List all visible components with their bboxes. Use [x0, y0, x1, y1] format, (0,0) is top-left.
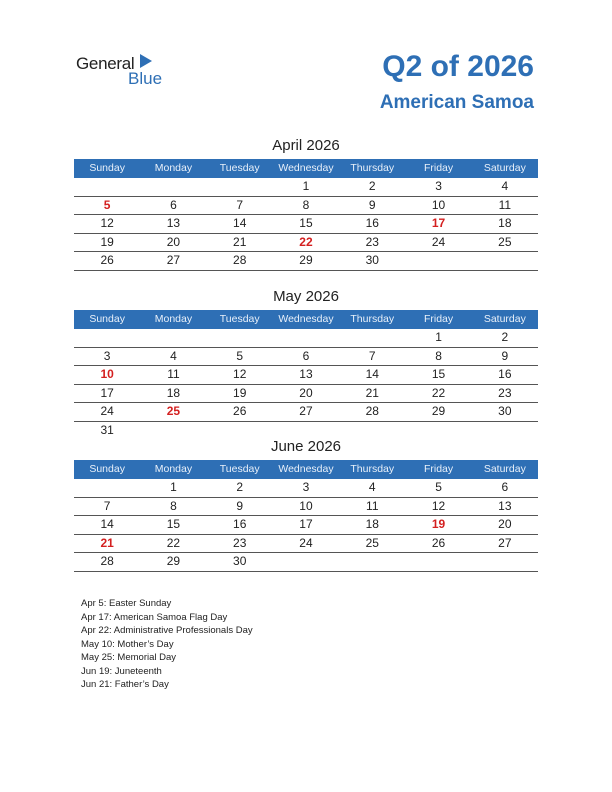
- weekday-header: Monday: [140, 310, 206, 329]
- day-cell: 21: [74, 534, 140, 553]
- day-cell: 1: [273, 178, 339, 196]
- day-cell: 30: [339, 252, 405, 271]
- day-cell: 6: [140, 196, 206, 215]
- day-cell: 22: [405, 384, 471, 403]
- day-cell: 7: [74, 497, 140, 516]
- holiday-note: Apr 5: Easter Sunday: [81, 598, 172, 609]
- day-cell: 18: [140, 384, 206, 403]
- day-cell: 20: [273, 384, 339, 403]
- holiday-note: Apr 22: Administrative Professionals Day: [81, 625, 253, 636]
- day-cell: 10: [273, 497, 339, 516]
- page-title: Q2 of 2026: [382, 50, 534, 83]
- day-cell: 5: [207, 347, 273, 366]
- week-row: [74, 366, 538, 385]
- day-cell: [472, 553, 538, 572]
- calendar-grid: [74, 460, 538, 572]
- day-cell: 24: [405, 233, 471, 252]
- weekday-header: Saturday: [472, 159, 538, 178]
- day-cell: 12: [405, 497, 471, 516]
- month-calendar-june: [74, 438, 538, 572]
- day-cell: 11: [339, 497, 405, 516]
- day-cell: [273, 553, 339, 572]
- weekday-header: Wednesday: [273, 310, 339, 329]
- day-cell: 3: [405, 178, 471, 196]
- weekday-header-row: [74, 159, 538, 178]
- day-cell: 17: [74, 384, 140, 403]
- day-cell: 28: [74, 553, 140, 572]
- week-row: [74, 553, 538, 572]
- day-cell: 8: [273, 196, 339, 215]
- calendar-grid: [74, 310, 538, 439]
- day-cell: [405, 553, 471, 572]
- day-cell: 9: [339, 196, 405, 215]
- day-cell: 26: [405, 534, 471, 553]
- day-cell: [140, 178, 206, 196]
- day-cell: 23: [472, 384, 538, 403]
- day-cell: 30: [472, 403, 538, 422]
- weekday-header: Friday: [405, 460, 471, 479]
- day-cell: 14: [339, 366, 405, 385]
- day-cell: 4: [472, 178, 538, 196]
- day-cell: 27: [140, 252, 206, 271]
- week-row: [74, 421, 538, 439]
- weekday-header: Thursday: [339, 159, 405, 178]
- day-cell: 31: [100, 422, 114, 437]
- day-cell: 17: [273, 516, 339, 535]
- day-cell: 29: [273, 252, 339, 271]
- day-cell: 18: [339, 516, 405, 535]
- month-title: April 2026: [272, 137, 340, 154]
- day-cell: [74, 329, 140, 347]
- day-cell: 24: [74, 403, 140, 422]
- day-cell: 12: [207, 366, 273, 385]
- week-row: [74, 233, 538, 252]
- day-cell: 2: [472, 329, 538, 347]
- day-cell: 15: [273, 215, 339, 234]
- day-cell: 29: [140, 553, 206, 572]
- week-row: [74, 534, 538, 553]
- holiday-note: May 25: Memorial Day: [81, 652, 177, 663]
- day-cell: 25: [472, 233, 538, 252]
- day-cell: [74, 178, 140, 196]
- day-cell: 14: [207, 215, 273, 234]
- day-cell: 15: [140, 516, 206, 535]
- holiday-note: Jun 21: Father’s Day: [81, 679, 169, 690]
- day-cell: 3: [74, 347, 140, 366]
- day-cell: 25: [140, 403, 206, 422]
- holiday-list: [81, 597, 253, 692]
- day-cell: [140, 421, 206, 439]
- page-subtitle: American Samoa: [379, 92, 534, 113]
- day-cell: [273, 329, 339, 347]
- logo-flag-icon: [140, 54, 152, 68]
- month-title: June 2026: [270, 438, 342, 455]
- day-cell: [339, 553, 405, 572]
- day-cell: 21: [207, 233, 273, 252]
- day-cell: 20: [140, 233, 206, 252]
- day-cell: [207, 178, 273, 196]
- week-row: [74, 347, 538, 366]
- day-cell: 24: [273, 534, 339, 553]
- holiday-note: May 10: Mother’s Day: [81, 638, 174, 650]
- day-cell: [339, 329, 405, 347]
- day-cell: 16: [339, 215, 405, 234]
- day-cell: [405, 421, 471, 439]
- weekday-header: Sunday: [74, 159, 140, 178]
- week-row: [74, 479, 538, 497]
- day-cell: 26: [207, 403, 273, 422]
- day-cell: 11: [140, 366, 206, 385]
- day-cell: 3: [273, 479, 339, 497]
- logo-text-blue: Blue: [128, 69, 163, 88]
- day-cell: 9: [207, 497, 273, 516]
- day-cell: 23: [339, 233, 405, 252]
- weekday-header: Friday: [405, 310, 471, 329]
- week-row: [74, 516, 538, 535]
- day-cell: 19: [405, 516, 471, 535]
- week-row: [74, 497, 538, 516]
- holiday-note: Jun 19: Juneteenth: [81, 665, 162, 677]
- day-cell: 16: [472, 366, 538, 385]
- week-row: [74, 403, 538, 422]
- day-cell: 6: [472, 479, 538, 497]
- day-cell: 17: [405, 215, 471, 234]
- weekday-header: Saturday: [472, 310, 538, 329]
- month-calendar-may: [74, 288, 538, 439]
- day-cell: 15: [405, 366, 471, 385]
- weekday-header: Sunday: [74, 310, 140, 329]
- weekday-header: Tuesday: [207, 460, 273, 479]
- day-cell: [273, 421, 339, 439]
- day-cell: [405, 252, 471, 271]
- weekday-header: Monday: [140, 159, 206, 178]
- brand-logo: [76, 52, 176, 88]
- week-row: [74, 252, 538, 271]
- weekday-header: Sunday: [74, 460, 140, 479]
- day-cell: [207, 421, 273, 439]
- weekday-header: Tuesday: [207, 310, 273, 329]
- day-cell: 10: [405, 196, 471, 215]
- week-row: [74, 384, 538, 403]
- day-cell: 22: [140, 534, 206, 553]
- day-cell: 16: [207, 516, 273, 535]
- day-cell: 1: [405, 329, 471, 347]
- day-cell: 19: [207, 384, 273, 403]
- week-row: [74, 215, 538, 234]
- day-cell: [140, 329, 206, 347]
- day-cell: 13: [140, 215, 206, 234]
- day-cell: [74, 479, 140, 497]
- day-cell: 20: [472, 516, 538, 535]
- day-cell: 14: [74, 516, 140, 535]
- day-cell: 5: [74, 196, 140, 215]
- week-row: [74, 196, 538, 215]
- day-cell: 29: [405, 403, 471, 422]
- day-cell: 25: [339, 534, 405, 553]
- weekday-header-row: [74, 460, 538, 479]
- weekday-header: Wednesday: [273, 460, 339, 479]
- day-cell: 8: [140, 497, 206, 516]
- day-cell: [207, 329, 273, 347]
- day-cell: 19: [74, 233, 140, 252]
- weekday-header: Wednesday: [273, 159, 339, 178]
- month-title: May 2026: [273, 288, 339, 305]
- weekday-header-row: [74, 310, 538, 329]
- day-cell: 26: [74, 252, 140, 271]
- day-cell: 23: [207, 534, 273, 553]
- day-cell: 8: [405, 347, 471, 366]
- week-row: [74, 178, 538, 196]
- day-cell: 4: [339, 479, 405, 497]
- day-cell: [472, 421, 538, 439]
- month-calendar-april: [74, 137, 538, 271]
- day-cell: 4: [140, 347, 206, 366]
- day-cell: [472, 252, 538, 271]
- day-cell: 2: [339, 178, 405, 196]
- day-cell: 13: [472, 497, 538, 516]
- day-cell: 27: [273, 403, 339, 422]
- weekday-header: Friday: [405, 159, 471, 178]
- day-cell: 30: [207, 553, 273, 572]
- day-cell: 28: [339, 403, 405, 422]
- day-cell: 13: [273, 366, 339, 385]
- day-cell: 7: [339, 347, 405, 366]
- holiday-note: Apr 17: American Samoa Flag Day: [81, 611, 228, 623]
- day-cell: 12: [74, 215, 140, 234]
- logo-text-general: General: [76, 54, 135, 73]
- weekday-header: Monday: [140, 460, 206, 479]
- day-cell: 28: [207, 252, 273, 271]
- day-cell: 10: [74, 366, 140, 385]
- weekday-header: Thursday: [339, 460, 405, 479]
- weekday-header: Saturday: [472, 460, 538, 479]
- day-cell: 27: [472, 534, 538, 553]
- week-row: [74, 329, 538, 347]
- calendar-grid: [74, 159, 538, 271]
- day-cell: 2: [207, 479, 273, 497]
- weekday-header: Tuesday: [207, 159, 273, 178]
- day-cell: 1: [140, 479, 206, 497]
- day-cell: [339, 421, 405, 439]
- day-cell: 9: [472, 347, 538, 366]
- day-cell: 18: [472, 215, 538, 234]
- day-cell: 5: [405, 479, 471, 497]
- day-cell: 6: [273, 347, 339, 366]
- day-cell: 21: [339, 384, 405, 403]
- day-cell: 11: [472, 196, 538, 215]
- day-cell: 7: [207, 196, 273, 215]
- weekday-header: Thursday: [339, 310, 405, 329]
- day-cell: 22: [273, 233, 339, 252]
